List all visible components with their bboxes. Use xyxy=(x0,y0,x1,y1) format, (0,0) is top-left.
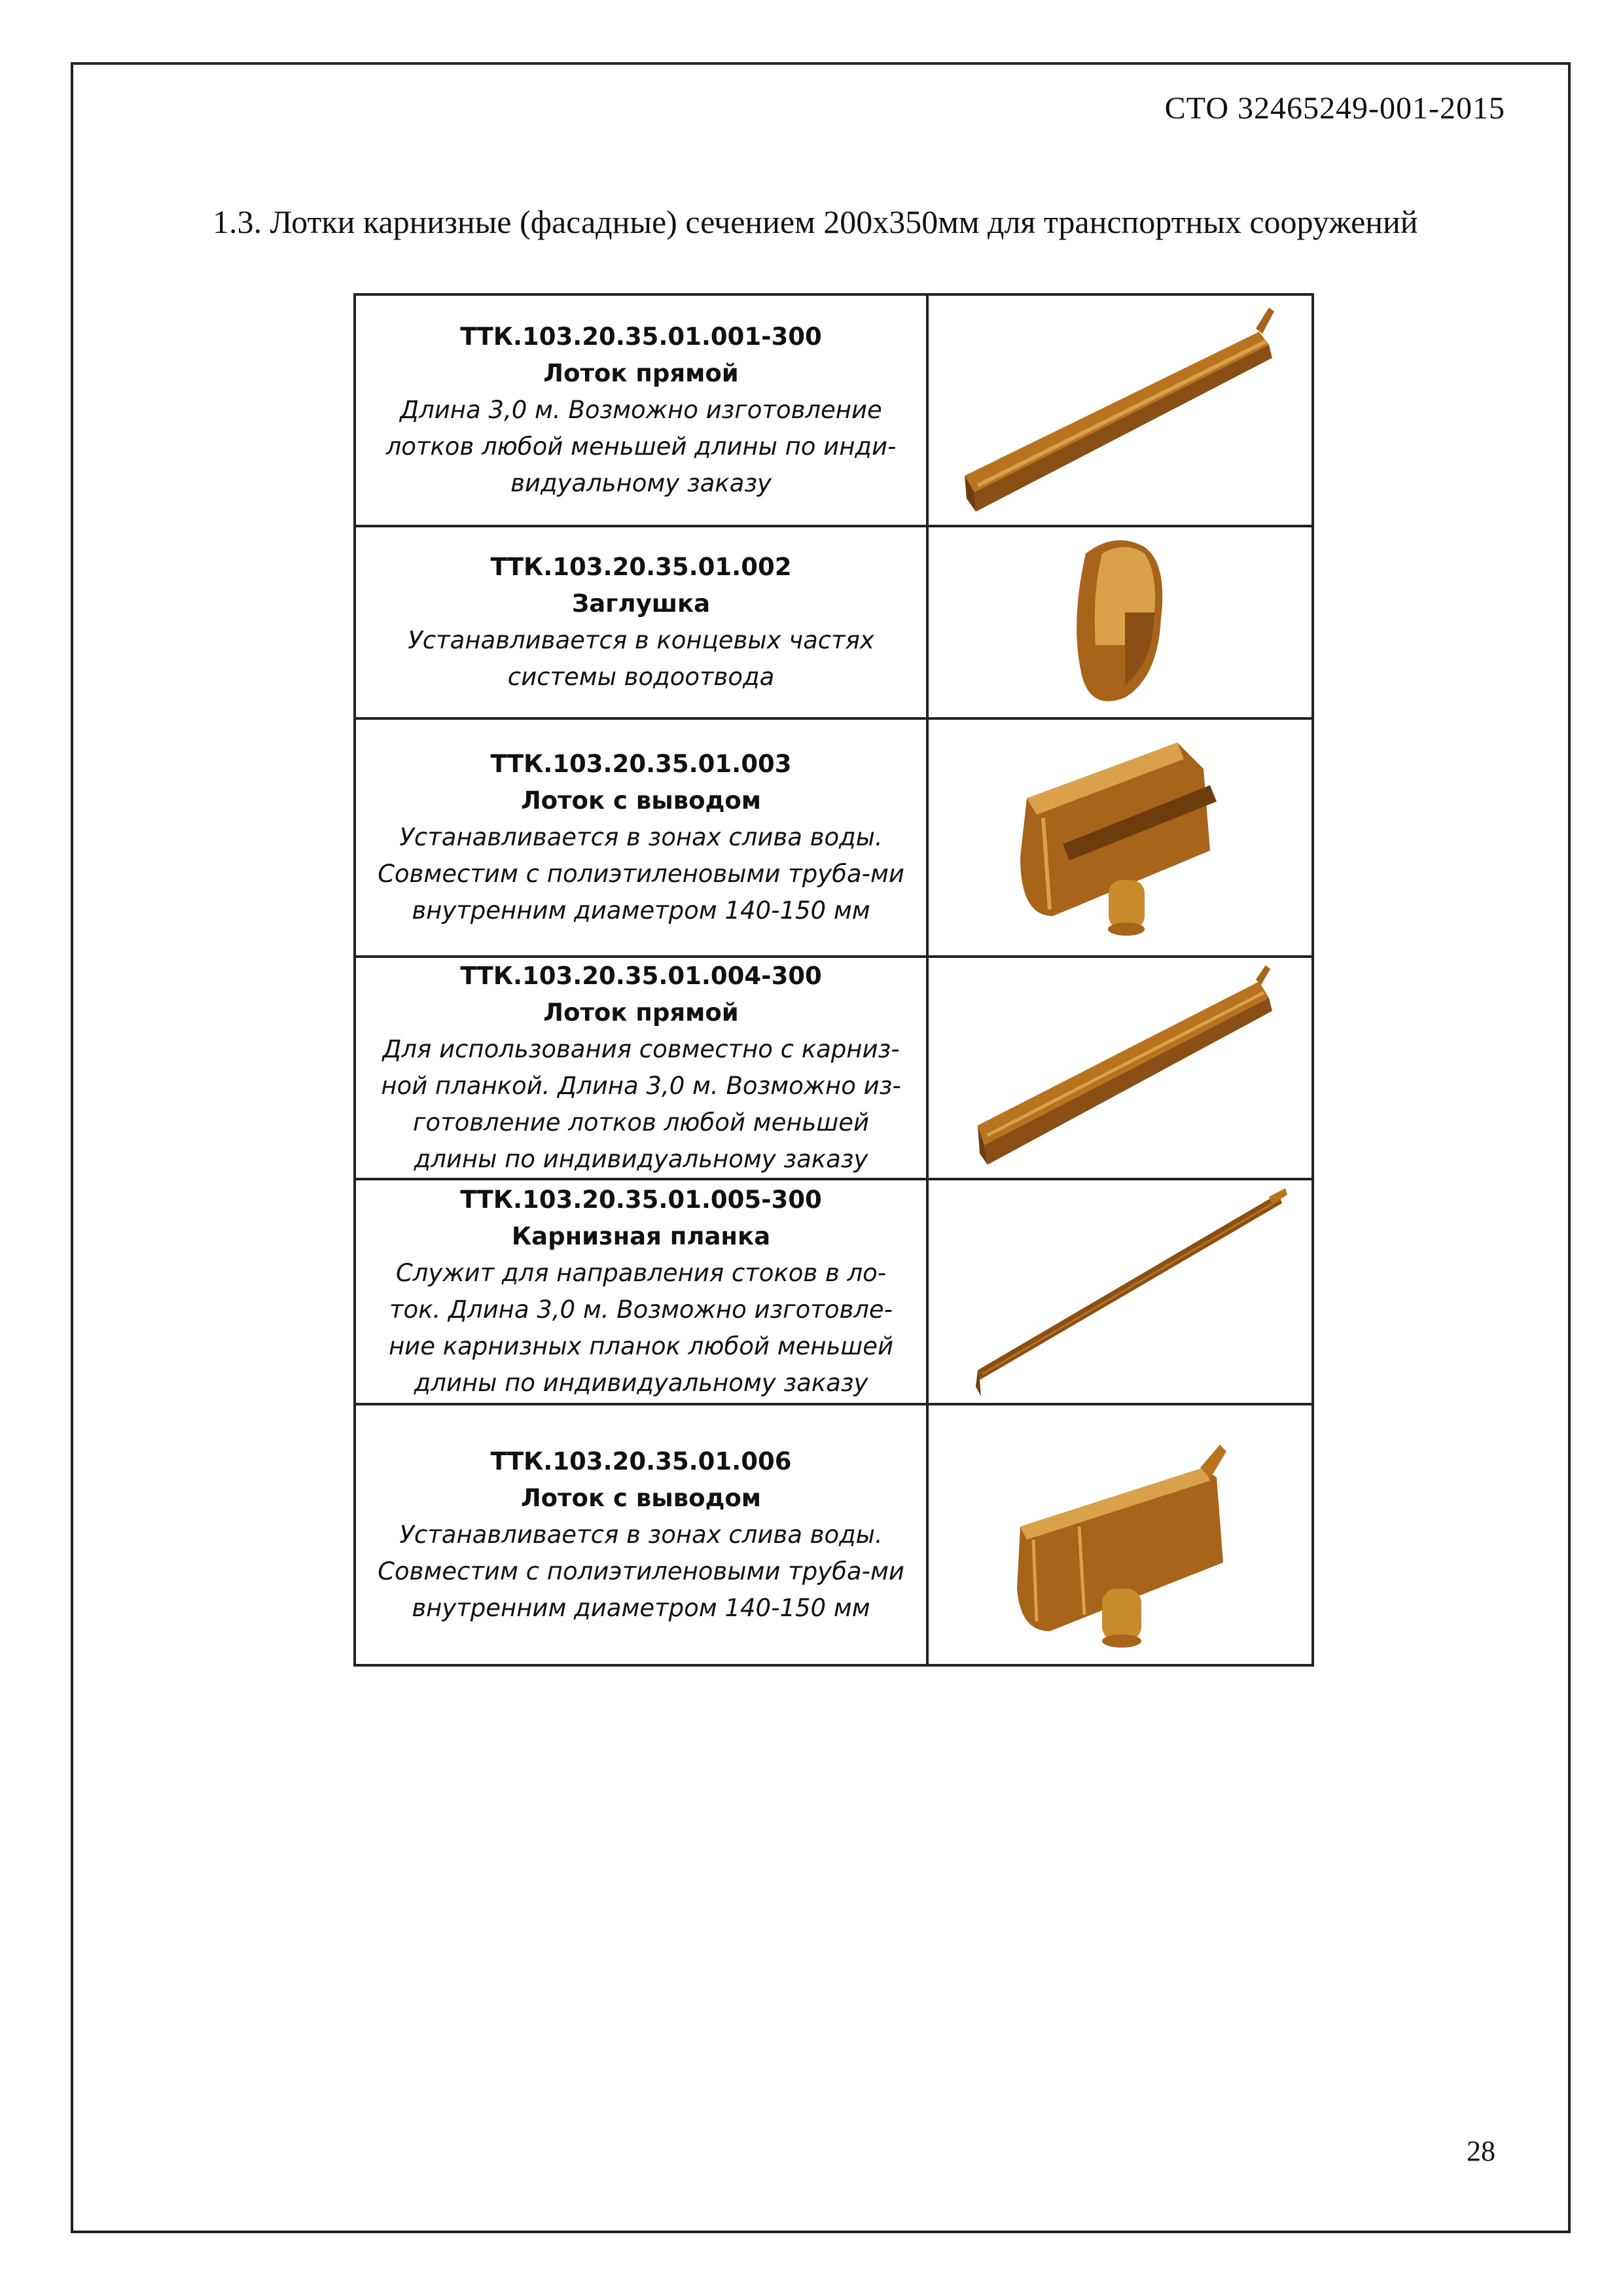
part-code: ТТК.103.20.35.01.003 xyxy=(490,750,792,778)
straight-gutter-icon xyxy=(929,959,1311,1178)
straight-gutter-icon xyxy=(929,296,1311,525)
section-title: 1.3. Лотки карнизные (фасадные) сечением 200х350мм для транспортных сооружений xyxy=(213,203,1418,240)
description-cell xyxy=(355,526,927,718)
outlet-gutter-icon xyxy=(929,1405,1311,1664)
part-note: Длина 3,0 м. Возможно изготовление лотков любой меньшей длины по инди-видуальному заказу xyxy=(385,396,897,497)
table-row xyxy=(355,957,1313,1179)
outlet-gutter-icon xyxy=(929,720,1311,955)
description-cell xyxy=(355,957,927,1179)
image-cell xyxy=(927,526,1313,718)
part-note: Устанавливается в концевых частях системы водоотвода xyxy=(408,626,874,691)
image-cell xyxy=(927,718,1313,957)
table-row xyxy=(355,718,1313,957)
part-name: Лоток прямой xyxy=(543,998,739,1027)
image-cell xyxy=(927,1404,1313,1665)
eaves-strip-icon xyxy=(929,1180,1311,1403)
part-name: Заглушка xyxy=(571,590,711,618)
image-cell xyxy=(927,957,1313,1179)
table-row xyxy=(355,1404,1313,1665)
part-note: Служит для направления стоков в ло-ток. Длина 3,0 м. Возможно изготовле-ние карнизных планок любой меньшей длины по индивидуальному заказу xyxy=(388,1259,894,1397)
part-code: ТТК.103.20.35.01.006 xyxy=(490,1447,792,1475)
part-code: ТТК.103.20.35.01.002 xyxy=(490,553,792,581)
image-cell xyxy=(927,294,1313,526)
part-name: Карнизная планка xyxy=(511,1222,771,1250)
part-name: Лоток с выводом xyxy=(520,1483,762,1512)
description-cell xyxy=(355,294,927,526)
document-code: СТО 32465249-001-2015 xyxy=(1164,91,1505,126)
part-code: ТТК.103.20.35.01.005-300 xyxy=(460,1186,822,1214)
table-row xyxy=(355,526,1313,718)
parts-table xyxy=(353,293,1314,1667)
image-cell xyxy=(927,1179,1313,1404)
part-note: Для использования совместно с карниз-ной планкой. Длина 3,0 м. Возможно из-готовление лотков любой меньшей длины по индивидуальному заказу xyxy=(381,1035,901,1173)
page-number: 28 xyxy=(1467,2135,1495,2167)
part-note: Устанавливается в зонах слива воды. Совместим с полиэтиленовыми труба-ми внутренним диаметром 140-150 мм xyxy=(378,1520,904,1622)
table-row xyxy=(355,294,1313,526)
table-row xyxy=(355,1179,1313,1404)
part-note: Устанавливается в зонах слива воды. Совместим с полиэтиленовыми труба-ми внутренним диаметром 140-150 мм xyxy=(378,823,904,925)
part-name: Лоток прямой xyxy=(543,359,739,387)
part-name: Лоток с выводом xyxy=(520,786,762,815)
description-cell xyxy=(355,1404,927,1665)
description-cell xyxy=(355,718,927,957)
description-cell xyxy=(355,1179,927,1404)
end-cap-icon xyxy=(929,527,1311,717)
part-code: ТТК.103.20.35.01.004-300 xyxy=(460,962,822,990)
part-code: ТТК.103.20.35.01.001-300 xyxy=(460,323,822,351)
